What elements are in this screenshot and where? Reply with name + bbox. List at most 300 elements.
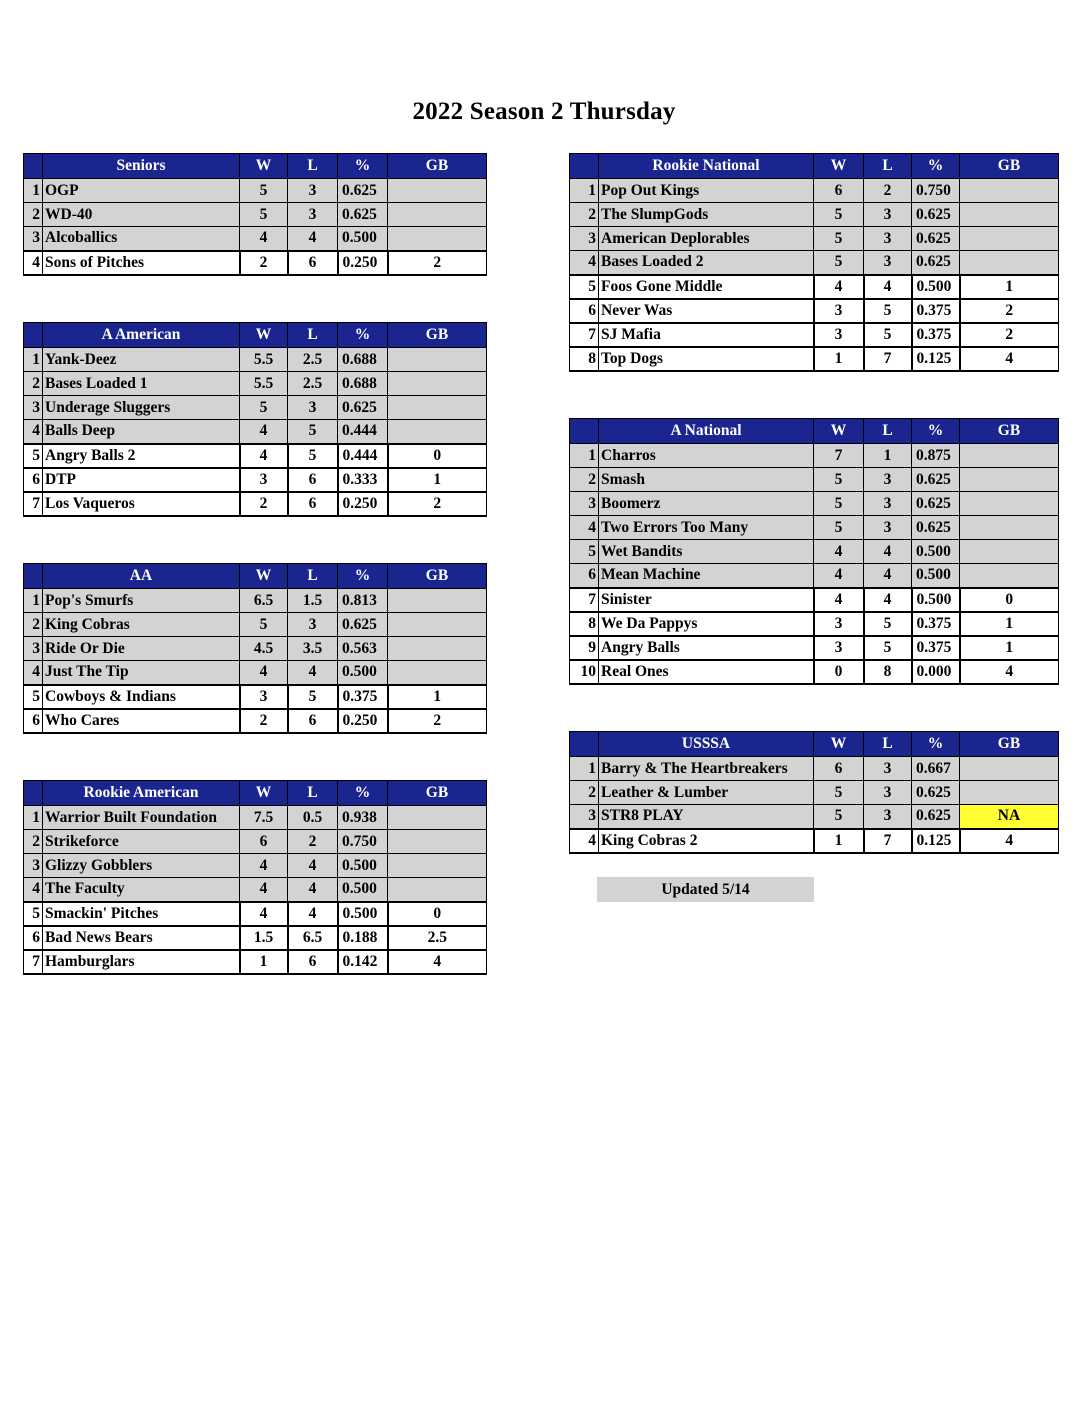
team-rank: 6 (24, 926, 43, 950)
team-wins: 4 (814, 275, 864, 299)
team-losses: 3 (288, 179, 338, 203)
team-win-pct: 0.250 (338, 709, 388, 733)
team-name: Pop Out Kings (599, 179, 814, 203)
team-rank: 2 (570, 203, 599, 227)
team-name: OGP (43, 179, 240, 203)
team-name: Barry & The Heartbreakers (599, 757, 814, 781)
team-win-pct: 0.375 (912, 299, 960, 323)
team-wins: 1 (814, 347, 864, 371)
gb-header: GB (388, 154, 487, 179)
standings-table-seniors (23, 153, 487, 276)
team-games-behind: 2 (388, 709, 487, 733)
team-wins: 5 (814, 805, 864, 829)
team-win-pct: 0.142 (338, 950, 388, 974)
gb-header: GB (388, 323, 487, 348)
team-name: Leather & Lumber (599, 781, 814, 805)
wins-header: W (240, 154, 288, 179)
team-win-pct: 0.250 (338, 492, 388, 516)
team-losses: 1.5 (288, 589, 338, 613)
team-win-pct: 0.625 (912, 805, 960, 829)
team-losses: 4 (864, 564, 912, 588)
team-wins: 7 (814, 444, 864, 468)
team-games-behind: 1 (388, 468, 487, 492)
team-games-behind (388, 806, 487, 830)
team-losses: 8 (864, 660, 912, 684)
table-row (24, 444, 487, 468)
team-win-pct: 0.000 (912, 660, 960, 684)
team-wins: 6 (814, 179, 864, 203)
team-games-behind: 1 (960, 612, 1059, 636)
standings-table-a-american (23, 322, 487, 517)
team-games-behind: 2 (388, 492, 487, 516)
team-losses: 3 (864, 805, 912, 829)
team-name: DTP (43, 468, 240, 492)
table-row (570, 299, 1059, 323)
table-row (24, 830, 487, 854)
team-rank: 7 (570, 323, 599, 347)
team-win-pct: 0.688 (338, 348, 388, 372)
team-name: Smackin' Pitches (43, 902, 240, 926)
team-name: Just The Tip (43, 661, 240, 685)
team-losses: 3 (864, 227, 912, 251)
team-games-behind: 2 (960, 299, 1059, 323)
table-row (570, 227, 1059, 251)
team-name: Strikeforce (43, 830, 240, 854)
team-wins: 4 (240, 902, 288, 926)
team-games-behind: 4 (960, 347, 1059, 371)
team-losses: 3 (864, 251, 912, 275)
team-games-behind (388, 348, 487, 372)
team-wins: 5 (240, 203, 288, 227)
team-name: Charros (599, 444, 814, 468)
table-row (570, 323, 1059, 347)
table-row (24, 709, 487, 733)
team-wins: 5 (814, 203, 864, 227)
team-name: The SlumpGods (599, 203, 814, 227)
team-rank: 5 (570, 275, 599, 299)
team-losses: 6 (288, 950, 338, 974)
standings-table-aa (23, 563, 487, 734)
team-losses: 5 (288, 444, 338, 468)
pct-header: % (912, 154, 960, 179)
team-wins: 3 (814, 612, 864, 636)
team-win-pct: 0.625 (338, 179, 388, 203)
team-rank: 3 (570, 227, 599, 251)
team-name: Angry Balls 2 (43, 444, 240, 468)
team-games-behind (388, 830, 487, 854)
team-name: WD-40 (43, 203, 240, 227)
team-win-pct: 0.625 (912, 227, 960, 251)
team-wins: 4 (814, 564, 864, 588)
team-wins: 1.5 (240, 926, 288, 950)
team-win-pct: 0.444 (338, 420, 388, 444)
team-wins: 5 (240, 179, 288, 203)
team-games-behind (960, 492, 1059, 516)
table-row (24, 902, 487, 926)
team-losses: 5 (288, 420, 338, 444)
team-wins: 6 (240, 830, 288, 854)
table-row (570, 829, 1059, 853)
team-win-pct: 0.813 (338, 589, 388, 613)
table-row (24, 227, 487, 251)
table-row (570, 660, 1059, 684)
team-losses: 3 (288, 613, 338, 637)
wins-header: W (240, 564, 288, 589)
team-losses: 2 (288, 830, 338, 854)
team-losses: 5 (288, 685, 338, 709)
team-games-behind (388, 613, 487, 637)
team-rank: 7 (24, 492, 43, 516)
team-name: Ride Or Die (43, 637, 240, 661)
table-row (24, 420, 487, 444)
team-games-behind: 2.5 (388, 926, 487, 950)
team-games-behind (388, 203, 487, 227)
team-games-behind: 0 (960, 588, 1059, 612)
team-losses: 2 (864, 179, 912, 203)
standings-table-rookie-american (23, 780, 487, 975)
table-row (24, 203, 487, 227)
team-name: Cowboys & Indians (43, 685, 240, 709)
team-losses: 6.5 (288, 926, 338, 950)
team-losses: 7 (864, 347, 912, 371)
team-games-behind (388, 637, 487, 661)
team-rank: 3 (570, 805, 599, 829)
table-row (24, 950, 487, 974)
team-name: Never Was (599, 299, 814, 323)
team-win-pct: 0.333 (338, 468, 388, 492)
team-wins: 5 (814, 468, 864, 492)
team-win-pct: 0.125 (912, 347, 960, 371)
team-name: Underage Sluggers (43, 396, 240, 420)
team-games-behind: NA (960, 805, 1059, 829)
team-rank: 8 (570, 347, 599, 371)
team-losses: 3 (864, 492, 912, 516)
team-games-behind (960, 444, 1059, 468)
team-win-pct: 0.500 (338, 878, 388, 902)
table-row (570, 492, 1059, 516)
rank-header (24, 323, 43, 348)
team-games-behind (388, 661, 487, 685)
team-wins: 5 (814, 227, 864, 251)
table-row (24, 637, 487, 661)
losses-header: L (864, 419, 912, 444)
team-win-pct: 0.500 (912, 275, 960, 299)
team-rank: 6 (570, 299, 599, 323)
team-name: Glizzy Gobblers (43, 854, 240, 878)
team-wins: 1 (814, 829, 864, 853)
team-wins: 4.5 (240, 637, 288, 661)
team-win-pct: 0.938 (338, 806, 388, 830)
team-name: Sinister (599, 588, 814, 612)
team-rank: 2 (570, 468, 599, 492)
team-wins: 1 (240, 950, 288, 974)
team-losses: 3 (864, 516, 912, 540)
team-games-behind (388, 420, 487, 444)
team-rank: 4 (24, 661, 43, 685)
team-name: Top Dogs (599, 347, 814, 371)
team-losses: 3 (288, 203, 338, 227)
team-rank: 3 (24, 396, 43, 420)
table-row (570, 203, 1059, 227)
team-games-behind: 4 (388, 950, 487, 974)
team-games-behind (960, 179, 1059, 203)
team-win-pct: 0.625 (338, 203, 388, 227)
rank-header (570, 419, 599, 444)
table-row (570, 444, 1059, 468)
team-rank: 5 (24, 444, 43, 468)
team-wins: 5 (814, 492, 864, 516)
team-games-behind (388, 227, 487, 251)
table-row (24, 179, 487, 203)
team-rank: 4 (570, 829, 599, 853)
team-rank: 2 (570, 781, 599, 805)
team-losses: 5 (864, 299, 912, 323)
team-win-pct: 0.500 (338, 227, 388, 251)
team-wins: 3 (814, 636, 864, 660)
team-losses: 4 (288, 878, 338, 902)
team-losses: 6 (288, 492, 338, 516)
team-rank: 1 (24, 589, 43, 613)
team-name: Foos Gone Middle (599, 275, 814, 299)
team-rank: 5 (24, 685, 43, 709)
team-name: King Cobras (43, 613, 240, 637)
table-row (24, 468, 487, 492)
team-rank: 2 (24, 203, 43, 227)
team-name: Real Ones (599, 660, 814, 684)
team-wins: 4 (814, 588, 864, 612)
team-games-behind (388, 854, 487, 878)
team-name: American Deplorables (599, 227, 814, 251)
team-losses: 4 (288, 902, 338, 926)
pct-header: % (338, 781, 388, 806)
team-wins: 4 (240, 420, 288, 444)
team-win-pct: 0.625 (912, 492, 960, 516)
pct-header: % (338, 154, 388, 179)
team-games-behind (388, 179, 487, 203)
team-name: Alcoballics (43, 227, 240, 251)
team-wins: 4 (240, 854, 288, 878)
team-win-pct: 0.444 (338, 444, 388, 468)
team-games-behind (960, 540, 1059, 564)
team-games-behind (960, 203, 1059, 227)
team-losses: 0.5 (288, 806, 338, 830)
team-rank: 6 (24, 468, 43, 492)
team-rank: 4 (24, 420, 43, 444)
team-rank: 3 (24, 854, 43, 878)
team-losses: 3 (864, 757, 912, 781)
team-games-behind: 2 (388, 251, 487, 275)
losses-header: L (864, 154, 912, 179)
team-name: Balls Deep (43, 420, 240, 444)
team-wins: 3 (240, 685, 288, 709)
team-name: King Cobras 2 (599, 829, 814, 853)
team-name: Wet Bandits (599, 540, 814, 564)
team-wins: 4 (814, 540, 864, 564)
team-name: Hamburglars (43, 950, 240, 974)
team-games-behind: 4 (960, 829, 1059, 853)
losses-header: L (288, 323, 338, 348)
team-rank: 1 (24, 806, 43, 830)
team-win-pct: 0.500 (338, 902, 388, 926)
team-name: Los Vaqueros (43, 492, 240, 516)
division-name: AA (43, 564, 240, 589)
team-win-pct: 0.500 (912, 540, 960, 564)
table-row (24, 661, 487, 685)
gb-header: GB (960, 732, 1059, 757)
team-win-pct: 0.250 (338, 251, 388, 275)
team-rank: 6 (570, 564, 599, 588)
team-name: Pop's Smurfs (43, 589, 240, 613)
team-win-pct: 0.750 (912, 179, 960, 203)
losses-header: L (288, 781, 338, 806)
team-losses: 1 (864, 444, 912, 468)
rank-header (570, 732, 599, 757)
team-losses: 4 (864, 588, 912, 612)
team-games-behind (388, 372, 487, 396)
team-rank: 5 (24, 902, 43, 926)
team-games-behind (960, 516, 1059, 540)
team-games-behind: 0 (388, 902, 487, 926)
team-name: Bases Loaded 2 (599, 251, 814, 275)
team-win-pct: 0.688 (338, 372, 388, 396)
wins-header: W (814, 419, 864, 444)
team-wins: 0 (814, 660, 864, 684)
team-wins: 5 (814, 781, 864, 805)
division-name: A American (43, 323, 240, 348)
division-name: Rookie National (599, 154, 814, 179)
team-win-pct: 0.375 (912, 612, 960, 636)
team-losses: 5 (864, 323, 912, 347)
team-win-pct: 0.375 (912, 323, 960, 347)
team-name: We Da Pappys (599, 612, 814, 636)
team-win-pct: 0.500 (912, 564, 960, 588)
table-row (24, 589, 487, 613)
rank-header (570, 154, 599, 179)
losses-header: L (288, 154, 338, 179)
team-win-pct: 0.500 (338, 661, 388, 685)
team-win-pct: 0.563 (338, 637, 388, 661)
team-rank: 4 (570, 251, 599, 275)
team-win-pct: 0.625 (338, 396, 388, 420)
losses-header: L (864, 732, 912, 757)
team-games-behind (960, 227, 1059, 251)
team-games-behind (960, 781, 1059, 805)
team-name: STR8 PLAY (599, 805, 814, 829)
team-win-pct: 0.188 (338, 926, 388, 950)
table-row (24, 613, 487, 637)
rank-header (24, 781, 43, 806)
team-losses: 3 (864, 203, 912, 227)
team-losses: 6 (288, 468, 338, 492)
team-games-behind (388, 589, 487, 613)
team-rank: 4 (570, 516, 599, 540)
table-row (24, 806, 487, 830)
table-row (570, 540, 1059, 564)
team-games-behind (960, 251, 1059, 275)
team-wins: 4 (240, 878, 288, 902)
team-name: Bases Loaded 1 (43, 372, 240, 396)
team-wins: 5 (240, 396, 288, 420)
team-win-pct: 0.625 (912, 251, 960, 275)
division-name: Seniors (43, 154, 240, 179)
team-rank: 8 (570, 612, 599, 636)
updated-note: Updated 5/14 (597, 877, 814, 902)
team-rank: 6 (24, 709, 43, 733)
team-win-pct: 0.375 (338, 685, 388, 709)
team-wins: 2 (240, 251, 288, 275)
division-name: USSSA (599, 732, 814, 757)
team-win-pct: 0.125 (912, 829, 960, 853)
team-name: Mean Machine (599, 564, 814, 588)
team-wins: 5 (240, 613, 288, 637)
table-row (570, 179, 1059, 203)
pct-header: % (338, 564, 388, 589)
team-win-pct: 0.375 (912, 636, 960, 660)
team-games-behind (388, 396, 487, 420)
team-wins: 5 (814, 516, 864, 540)
standings-table-rookie-national (569, 153, 1059, 372)
team-rank: 1 (570, 444, 599, 468)
team-losses: 3 (288, 396, 338, 420)
rank-header (24, 154, 43, 179)
team-win-pct: 0.625 (912, 781, 960, 805)
division-name: Rookie American (43, 781, 240, 806)
gb-header: GB (388, 781, 487, 806)
team-wins: 2 (240, 492, 288, 516)
table-row (570, 805, 1059, 829)
team-rank: 2 (24, 830, 43, 854)
wins-header: W (240, 781, 288, 806)
team-wins: 5.5 (240, 348, 288, 372)
table-row (570, 781, 1059, 805)
team-win-pct: 0.625 (912, 203, 960, 227)
team-win-pct: 0.875 (912, 444, 960, 468)
pct-header: % (338, 323, 388, 348)
table-row (24, 492, 487, 516)
team-games-behind: 2 (960, 323, 1059, 347)
team-losses: 7 (864, 829, 912, 853)
table-row (24, 251, 487, 275)
team-name: Smash (599, 468, 814, 492)
team-win-pct: 0.667 (912, 757, 960, 781)
team-losses: 5 (864, 636, 912, 660)
table-row (24, 854, 487, 878)
team-losses: 5 (864, 612, 912, 636)
team-wins: 4 (240, 444, 288, 468)
standings-table-usssa (569, 731, 1059, 854)
team-losses: 3 (864, 468, 912, 492)
team-win-pct: 0.625 (338, 613, 388, 637)
team-wins: 4 (240, 227, 288, 251)
wins-header: W (240, 323, 288, 348)
team-wins: 2 (240, 709, 288, 733)
team-name: Two Errors Too Many (599, 516, 814, 540)
team-wins: 6.5 (240, 589, 288, 613)
table-row (570, 757, 1059, 781)
team-win-pct: 0.500 (338, 854, 388, 878)
team-wins: 5 (814, 251, 864, 275)
team-name: Angry Balls (599, 636, 814, 660)
team-wins: 7.5 (240, 806, 288, 830)
team-losses: 3 (864, 781, 912, 805)
team-losses: 2.5 (288, 348, 338, 372)
gb-header: GB (960, 419, 1059, 444)
team-wins: 4 (240, 661, 288, 685)
team-rank: 2 (24, 613, 43, 637)
division-name: A National (599, 419, 814, 444)
team-rank: 2 (24, 372, 43, 396)
table-row (570, 347, 1059, 371)
